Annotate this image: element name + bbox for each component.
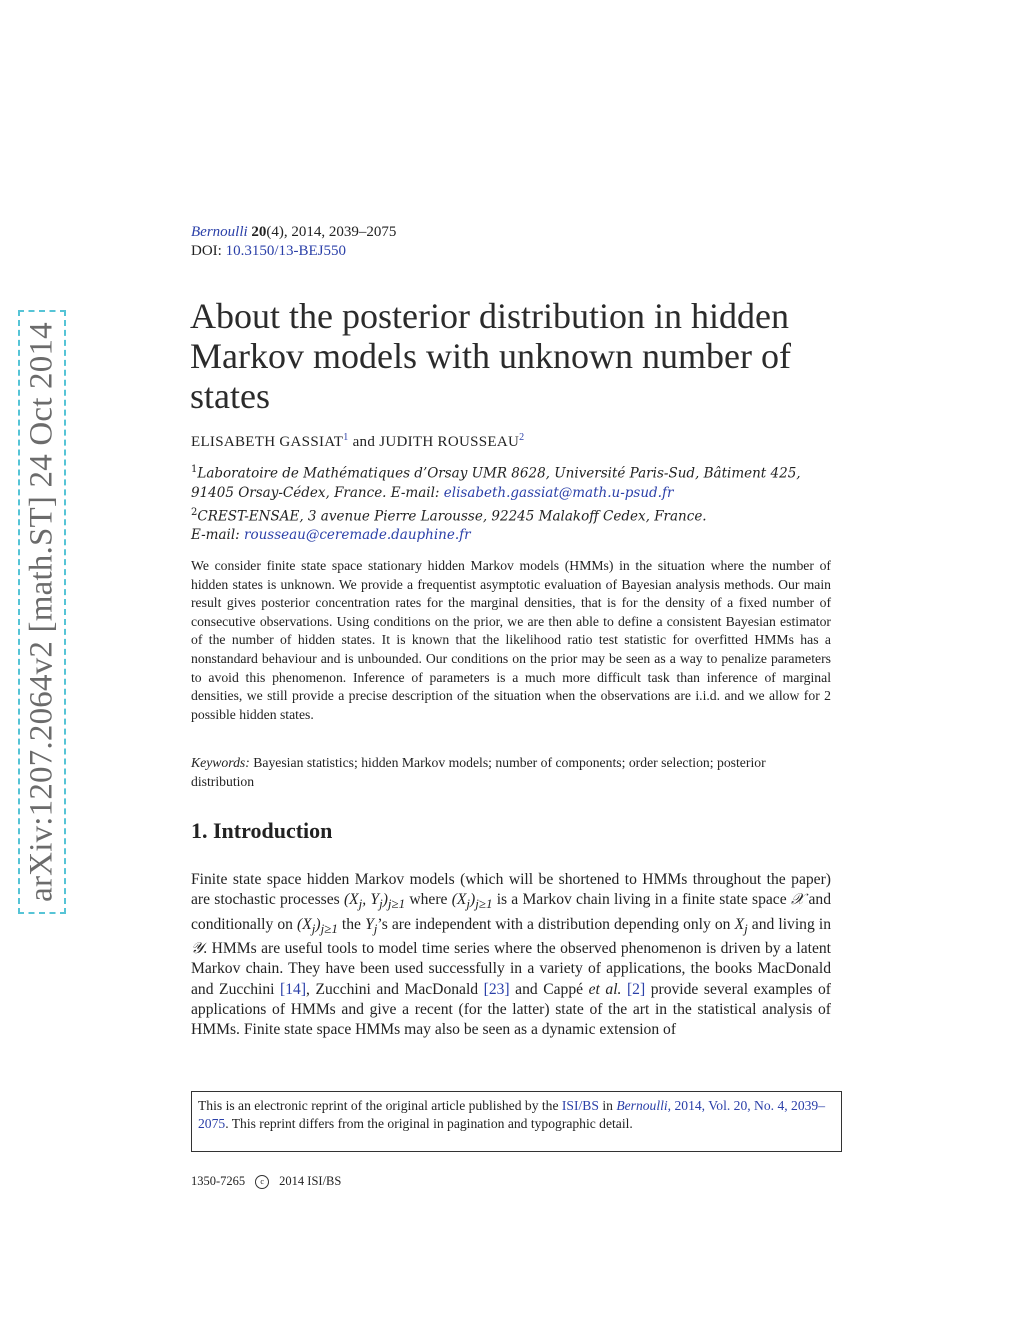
- section-heading-introduction: 1. Introduction: [191, 818, 333, 843]
- math-inline: $(X_j)_{j\ge 1}$: [451, 891, 493, 912]
- copyright-icon: c: [255, 1175, 269, 1189]
- affiliation-2-email-label: E-mail:: [191, 527, 240, 543]
- author-1: ELISABETH GASSIAT: [191, 434, 344, 450]
- author-1-sup[interactable]: 1: [343, 432, 349, 443]
- math-inline: $(X_j)_{j\ge 1}$: [297, 915, 338, 936]
- intro-text: and Cappé: [509, 980, 589, 998]
- citation-23[interactable]: [23]: [483, 980, 510, 998]
- keywords: [191, 754, 831, 791]
- reprint-notice-box: [191, 1091, 842, 1152]
- arxiv-stamp-text: arXiv:1207.2064v2 [math.ST] 24 Oct 2014: [23, 322, 60, 902]
- authors-and: and: [352, 434, 376, 450]
- keywords-label: Keywords:: [191, 755, 250, 770]
- affiliation-2-email[interactable]: rousseau@ceremade.dauphine.fr: [244, 527, 471, 543]
- copyright-text: 2014 ISI/BS: [279, 1174, 342, 1188]
- reprint-journal-link[interactable]: Bernoulli: [616, 1098, 668, 1113]
- intro-text: ’s are independent with a distribution depending only on: [377, 915, 735, 933]
- authors: [191, 432, 524, 451]
- intro-text: and living in: [747, 915, 831, 933]
- journal-issue-info: (4), 2014, 2039–2075: [266, 224, 397, 240]
- page-title: About the posterior distribution in hidden Markov models with unknown number of states: [190, 296, 791, 416]
- math-inline: $X_j$: [734, 915, 748, 936]
- reprint-text: This is an electronic reprint of the original article published by the: [198, 1098, 562, 1113]
- reprint-text: . This reprint differs from the original in pagination and typographic detail.: [225, 1116, 633, 1132]
- isibs-link[interactable]: ISI/BS: [561, 1098, 599, 1113]
- citation-2[interactable]: [2]: [626, 980, 646, 998]
- intro-text: , Zucchini and MacDonald: [306, 980, 484, 998]
- citation-14[interactable]: [14]: [280, 980, 307, 998]
- math-inline: 𝒴: [191, 940, 204, 958]
- affiliation-1-email[interactable]: elisabeth.gassiat@math.u-psud.fr: [443, 484, 674, 501]
- math-inline: $Y_j$: [365, 915, 378, 936]
- journal-volume: 20: [251, 224, 267, 240]
- reprint-citation-link[interactable]: , 2014, Vol. 20, No. 4, 2039–2075: [198, 1098, 826, 1132]
- footer: [191, 1174, 341, 1189]
- arxiv-stamp: [18, 310, 66, 914]
- doi-label: DOI:: [191, 243, 222, 259]
- math-inline: 𝒳: [790, 891, 805, 909]
- intro-text: . HMMs are useful tools to model time series where the observed phenomenon is driven by a latent Markov chain. They have been used successfully in a variety of applications, the books MacDonald and Zucchini: [191, 940, 831, 998]
- reprint-text: in: [598, 1098, 617, 1113]
- intro-text: provide several examples of applications of HMMs and give a recent (for the latter) state of the art in the statistical analysis of HMMs. Finite state space HMMs may also be seen as a dynamic extension of: [191, 980, 831, 1039]
- intro-text: is a Markov chain living in a finite state space: [492, 891, 791, 909]
- abstract: We consider finite state space stationary hidden Markov models (HMMs) in the situation where the number of hidden states is unknown. We provide a frequentist asymptotic evaluation of Bayesian analysis methods. Our main result gives posterior concentration rates for the marginal densities, that is for the density of a fixed number of consecutive observations. Using conditions on the prior, we are then able to define a consistent Bayesian estimator of the number of hidden states. It is known that the likelihood ratio test statistic for overfitted HMMs has a nonstandard behaviour and is unbounded. Our conditions on the prior may be seen as a way to penalize parameters to avoid this phenomenon. Inference of parameters is a much more difficult task than inference of marginal densities, we still provide a precise description of the situation when the observations are i.i.d. and we allow for 2 possible hidden states.: [191, 558, 831, 722]
- intro-text: the: [337, 915, 366, 933]
- journal-link[interactable]: Bernoulli: [191, 224, 248, 240]
- math-inline: ($X_j$, $Y_j)_{j\ge 1}$: [343, 891, 406, 912]
- affiliation-1-sup: 1: [191, 464, 198, 475]
- intro-text: Finite state space hidden Markov models (which will be shortened to HMMs throughout the paper) are stochastic processes: [191, 871, 831, 909]
- intro-text: and conditionally on: [191, 891, 832, 933]
- author-2: JUDITH ROUSSEAU: [379, 434, 520, 450]
- doi-line: [191, 243, 346, 260]
- journal-line: [191, 224, 396, 241]
- author-2-sup[interactable]: 2: [519, 432, 525, 443]
- introduction-paragraph: [191, 870, 831, 1041]
- affiliation-2-text: CREST-ENSAE, 3 avenue Pierre Larousse, 92245 Malakoff Cedex, France.: [197, 508, 707, 524]
- intro-text: where: [405, 891, 452, 909]
- affiliations: [191, 460, 836, 545]
- affiliation-2-sup: 2: [191, 506, 198, 518]
- issn: 1350-7265: [191, 1174, 246, 1188]
- affiliation-2: [191, 503, 836, 527]
- affiliation-1-text: Laboratoire de Mathématiques d’Orsay UMR 8628, Université Paris-Sud, Bâtiment 425, 91405 Orsay-Cédex, France. E-mail:: [191, 465, 801, 501]
- et-al: et al.: [588, 980, 622, 998]
- affiliation-2-email-line: [191, 526, 836, 545]
- keywords-text: Bayesian statistics; hidden Markov models; number of components; order selection; posterior distribution: [191, 755, 766, 789]
- doi-link[interactable]: 10.3150/13-BEJ550: [225, 243, 346, 259]
- affiliation-1: [191, 460, 836, 503]
